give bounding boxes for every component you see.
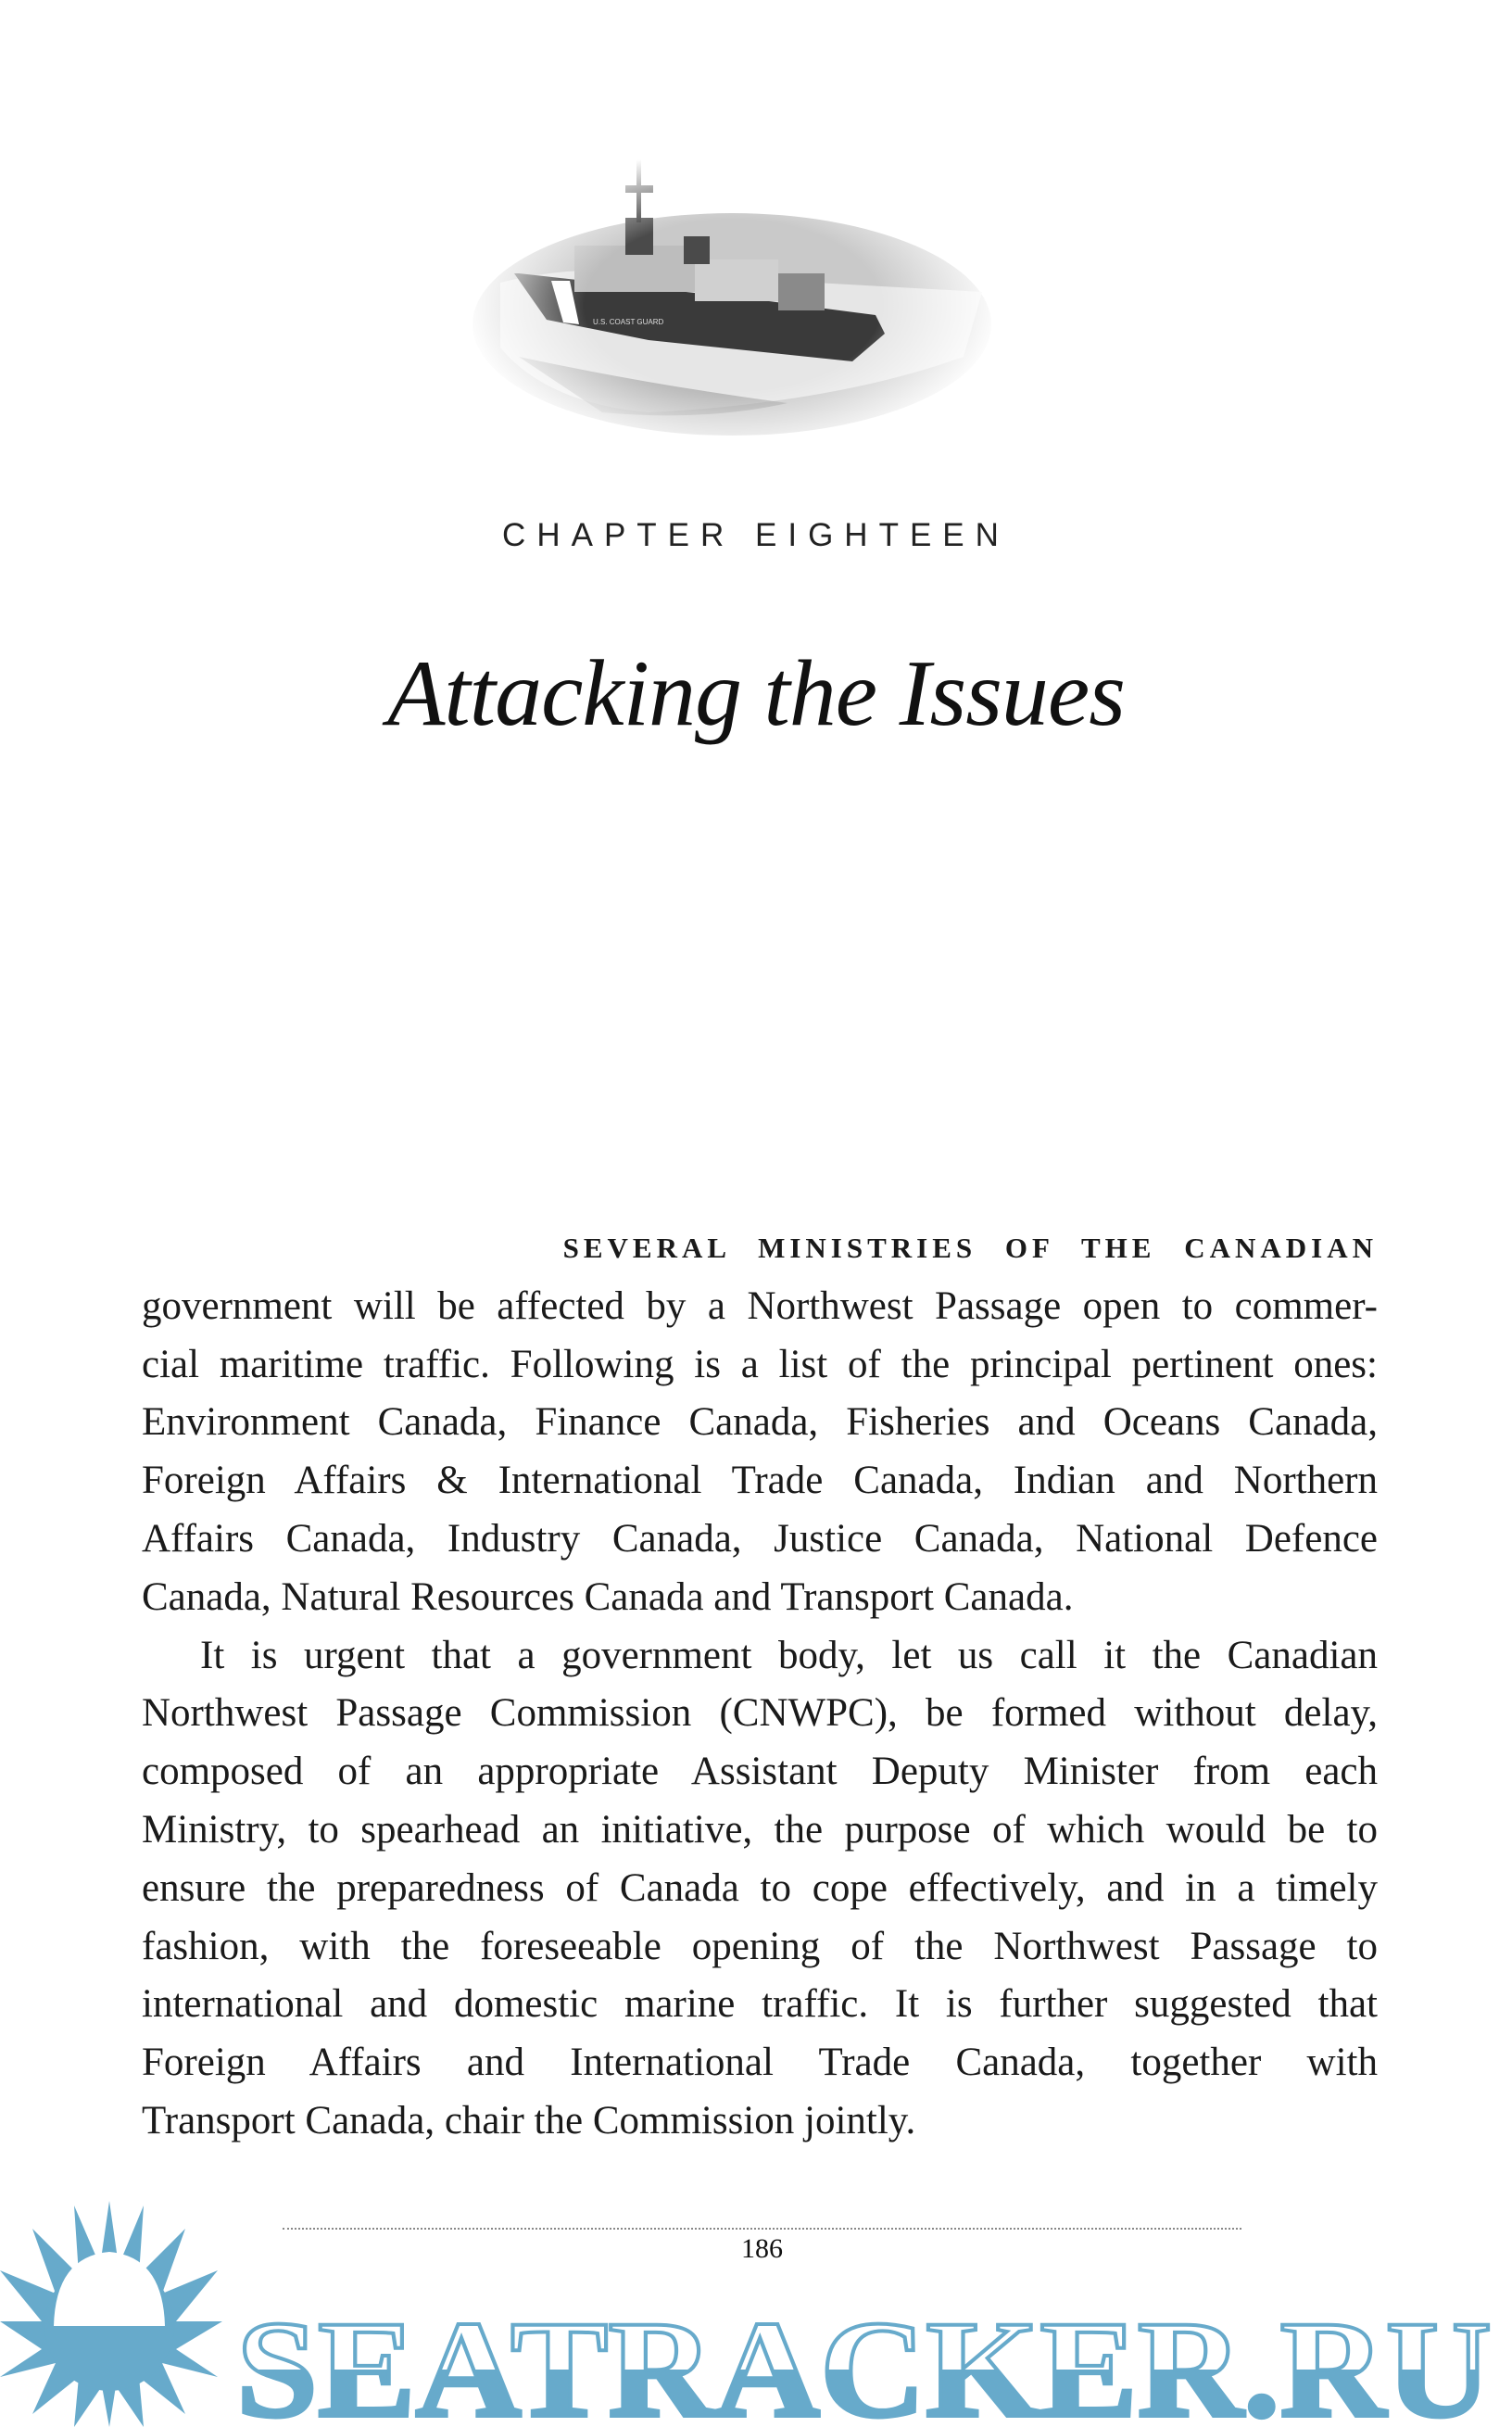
chapter-title: Attacking the Issues	[387, 641, 1125, 746]
watermark-text: SEATRACKER.RU	[236, 2293, 1492, 2427]
seatracker-watermark	[0, 2201, 1512, 2427]
icebreaker-ship-illustration	[463, 134, 1002, 445]
chapter-body	[142, 1220, 1378, 2151]
text-line: fashion, with the foreseeable opening of the Northwest Passage to	[142, 1924, 1378, 1968]
text-line: ensure the preparedness of Canada to cope effectively, and in a timely	[142, 1865, 1378, 1910]
text-line: Transport Canada, chair the Commission jointly.	[142, 2098, 916, 2143]
paragraph-1	[142, 1278, 1378, 1627]
text-line: Foreign Affairs and International Trade Canada, together with	[142, 2041, 1378, 2085]
text-line: Ministry, to spearhead an initiative, the purpose of which would be to	[142, 1807, 1378, 1852]
chapter-label: CHAPTER EIGHTEEN	[502, 517, 1010, 553]
text-line: Canada, Natural Resources Canada and Transport Canada.	[142, 1574, 1074, 1619]
text-line: It is urgent that a government body, let us call it the Canadian	[200, 1633, 1378, 1677]
lead-in-smallcaps: SEVERAL MINISTRIES OF THE CANADIAN	[562, 1232, 1378, 1264]
text-line: composed of an appropriate Assistant Deputy Minister from each	[142, 1750, 1378, 1794]
text-line: Northwest Passage Commission (CNWPC), be formed without delay,	[142, 1691, 1378, 1736]
text-line: international and domestic marine traffic. It is further suggested that	[142, 1982, 1378, 2027]
paragraph-2	[142, 1627, 1378, 2151]
hull-marking: U.S. COAST GUARD	[593, 318, 664, 326]
text-line: cial maritime traffic. Following is a list of the principal pertinent ones:	[142, 1342, 1378, 1386]
page-number: 186	[741, 2233, 783, 2264]
text-line: Environment Canada, Finance Canada, Fisheries and Oceans Canada,	[142, 1400, 1378, 1445]
text-line: government will be affected by a Northwest Passage open to commer-	[142, 1283, 1378, 1328]
sun-icon	[0, 2201, 222, 2427]
text-line: Affairs Canada, Industry Canada, Justice Canada, National Defence	[142, 1516, 1378, 1561]
text-line: Foreign Affairs & International Trade Canada, Indian and Northern	[142, 1459, 1378, 1503]
